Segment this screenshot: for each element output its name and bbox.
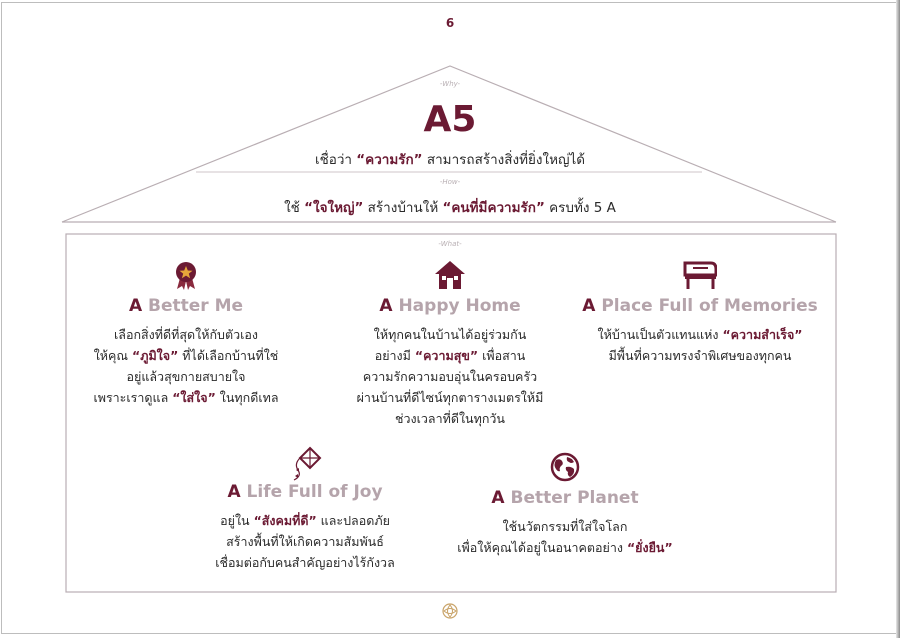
house-icon [434,260,466,290]
how-statement: ใช้ “ใจใหญ่” สร้างบ้านให้ “คนที่มีความรัก” ครบทั้ง 5 A [284,200,616,216]
item-title: A Place Full of Memories [582,296,818,316]
why-label: -Why- [439,80,461,88]
item-better-me [66,260,306,408]
what-label: -What- [438,240,462,248]
why-statement: เชื่อว่า “ความรัก” สามารถสร้างสิ่งที่ยิ่งใหญ่ได้ [314,152,586,168]
item-better-planet [440,452,690,558]
item-description: เลือกสิ่งที่ดีที่สุดให้กับตัวเอง ให้คุณ “ภูมิใจ” ที่ได้เลือกบ้านที่ใช่ อยู่แล้วสุขกายสบายใจ เพราะเราดูแล “ใส่ใจ” ในทุกดีเทล [93,327,279,405]
kite-icon [288,446,322,482]
item-description: ใช้นวัตกรรมที่ใส่ใจโลก เพื่อให้คุณได้อยู่ในอนาคตอย่าง “ยั่งยืน” [457,519,673,555]
item-place-full-of-memories [570,260,830,366]
item-title: A Life Full of Joy [227,482,383,502]
item-title: A Better Planet [491,488,639,508]
how-label: -How- [439,178,461,186]
item-description: อยู่ใน “สังคมที่ดี” และปลอดภัย สร้างพื้นที่ให้เกิดความสัมพันธ์ เชื่อมต่อกับคนสำคัญอย่างไร้กังวล [215,513,395,570]
page-number: 6 [445,16,455,30]
brand-logo-icon [441,602,459,620]
item-happy-home [315,260,585,429]
award-ribbon-icon [171,260,201,290]
item-description: ให้ทุกคนในบ้านได้อยู่ร่วมกัน อย่างมี “ความสุข” เพื่อสาน ความรักความอบอุ่นในครอบครัว ผ่านบ้านที่ดีไซน์ทุกตารางเมตรให้มี ช่วงเวลาที่ดีในทุกวัน [356,327,544,426]
item-title: A Better Me [128,296,244,316]
piano-icon [683,260,717,290]
heading-a5: A5 [423,99,477,140]
globe-icon [550,452,580,482]
item-title: A Happy Home [379,296,521,316]
item-description: ให้บ้านเป็นตัวแทนแห่ง “ความสำเร็จ” มีพื้นที่ความทรงจำพิเศษของทุกคน [597,327,803,363]
item-life-full-of-joy [180,446,430,573]
